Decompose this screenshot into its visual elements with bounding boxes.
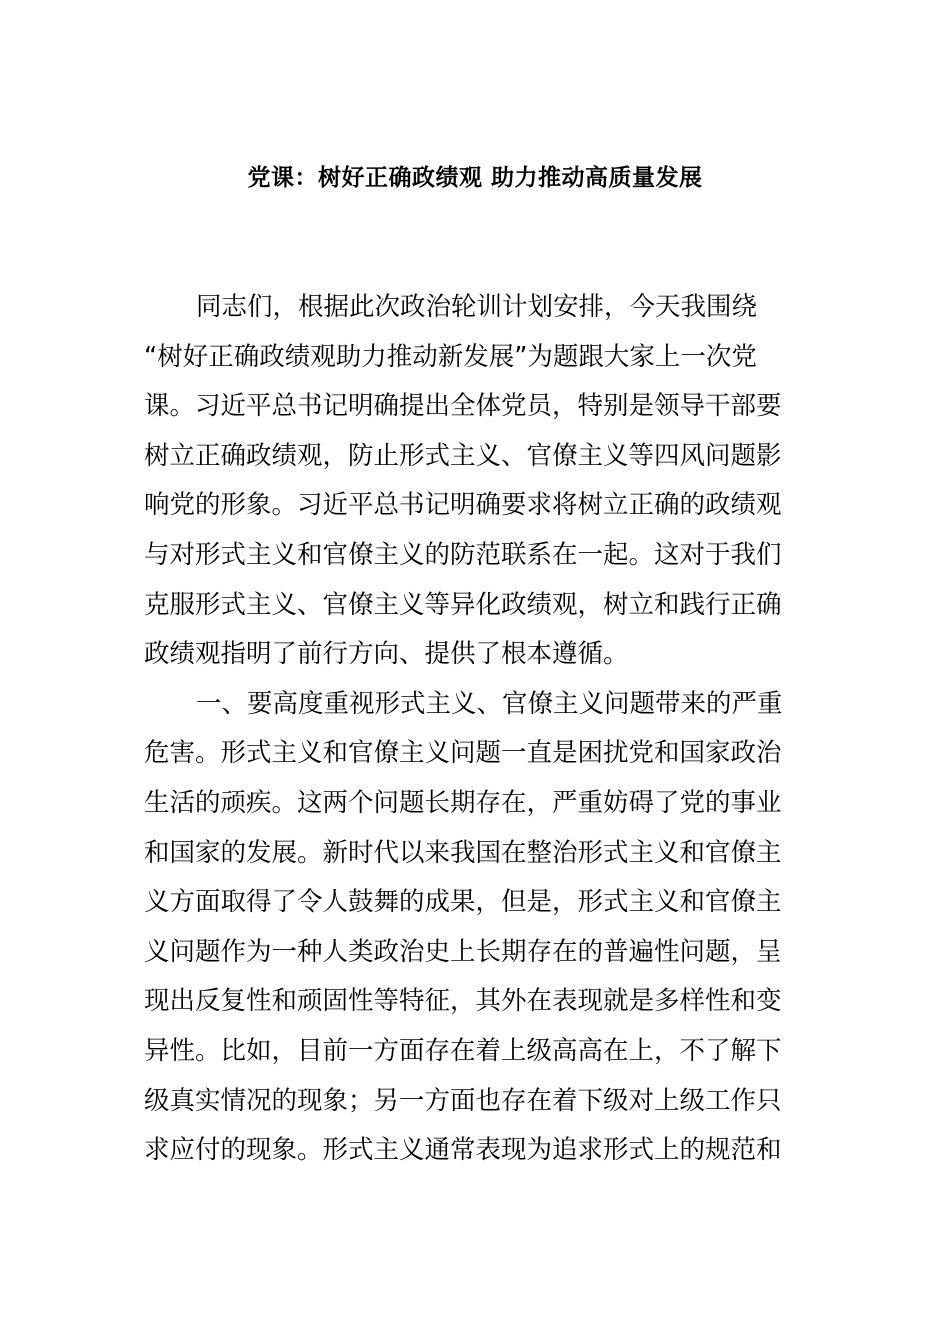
text-line: 和国家的发展。新时代以来我国在整治形式主义和官僚主: [144, 837, 782, 868]
document-body: [144, 283, 808, 1176]
text-line: 树立正确政绩观，防止形式主义、官僚主义等四风问题影: [144, 440, 782, 471]
text-line: 一、要高度重视形式主义、官僚主义问题带来的严重: [196, 688, 783, 719]
text-line: 危害。形式主义和官僚主义问题一直是困扰党和国家政治: [144, 738, 782, 769]
text-line: 与对形式主义和官僚主义的防范联系在一起。这对于我们: [144, 539, 782, 570]
text-line: 义方面取得了令人鼓舞的成果，但是，形式主义和官僚主: [144, 887, 782, 918]
text-line: 异性。比如，目前一方面存在着上级高高在上，不了解下: [144, 1035, 782, 1066]
text-line: “树好正确政绩观助力推动新发展”为题跟大家上一次党: [144, 341, 757, 372]
text-line: 克服形式主义、官僚主义等异化政绩观，树立和践行正确: [144, 589, 782, 620]
paragraph-intro: [144, 283, 808, 680]
text-line: 课。习近平总书记明确提出全体党员，特别是领导干部要: [144, 391, 782, 422]
paragraph-section-one: [144, 680, 808, 1176]
text-line: 同志们，根据此次政治轮训计划安排，今天我围绕: [196, 292, 758, 322]
document-title: 党课：树好正确政绩观 助力推动高质量发展: [247, 165, 703, 191]
text-line: 级真实情况的现象；另一方面也存在着下级对上级工作只: [144, 1085, 782, 1116]
text-line: 生活的顽疾。这两个问题长期存在，严重妨碍了党的事业: [144, 787, 782, 818]
text-line: 求应付的现象。形式主义通常表现为追求形式上的规范和: [144, 1135, 782, 1166]
text-line: 响党的形象。习近平总书记明确要求将树立正确的政绩观: [144, 490, 782, 521]
text-line: 现出反复性和顽固性等特征，其外在表现就是多样性和变: [144, 986, 782, 1017]
text-line: 政绩观指明了前行方向、提供了根本遵循。: [144, 639, 629, 670]
text-line: 义问题作为一种人类政治史上长期存在的普遍性问题，呈: [144, 936, 782, 967]
